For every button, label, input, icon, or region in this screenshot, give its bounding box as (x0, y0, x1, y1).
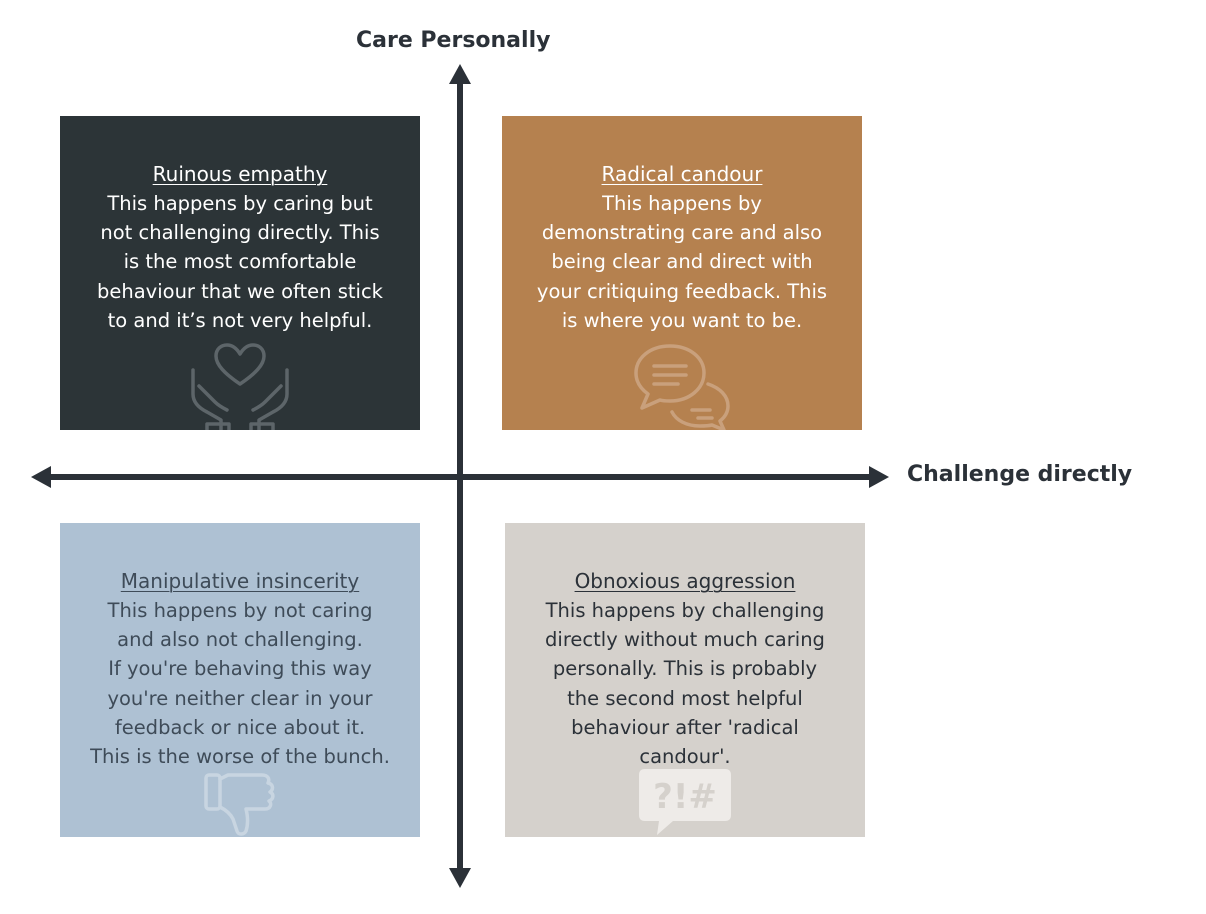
swear-symbols: ?!# (653, 777, 717, 817)
horizontal-axis-arrow-right (869, 466, 889, 488)
chat-bubbles-icon (632, 342, 732, 430)
quadrant-description: This happens by demonstrating care and also being clear and direct with your critiquing feedback. This is where you want to be. (536, 192, 828, 332)
quadrant-description: This happens by challenging directly without much caring personally. This is probably the second most helpful behaviour after 'radical candour'. (545, 599, 825, 769)
x-axis-label: Challenge directly (907, 462, 1133, 487)
quadrant-title: Radical candour (601, 162, 763, 186)
thumbs-down-icon (202, 771, 278, 837)
quadrant-ruinous-empathy (60, 116, 420, 430)
y-axis-label: Care Personally (356, 28, 551, 53)
vertical-axis-arrow-up (449, 64, 471, 84)
vertical-axis-arrow-down (449, 868, 471, 888)
quadrant-title: Obnoxious aggression (574, 569, 796, 593)
horizontal-axis-arrow-left (31, 466, 51, 488)
quadrant-radical-candour (502, 116, 862, 430)
quadrant-title: Manipulative insincerity (120, 569, 360, 593)
quadrant-manipulative-insincerity (60, 523, 420, 837)
quadrant-description: This happens by caring but not challenging directly. This is the most comfortable behaviour that we often stick to and it’s not very helpful. (97, 192, 383, 332)
quadrant-obnoxious-aggression (505, 523, 865, 837)
swear-speech-bubble-icon (637, 767, 733, 837)
quadrant-title: Ruinous empathy (152, 162, 328, 186)
quadrant-description: This happens by not caring and also not challenging. If you're behaving this way you're neither clear in your feedback or nice about it. This is the worse of the bunch. (90, 599, 390, 769)
heart-in-hands-icon (185, 342, 295, 430)
